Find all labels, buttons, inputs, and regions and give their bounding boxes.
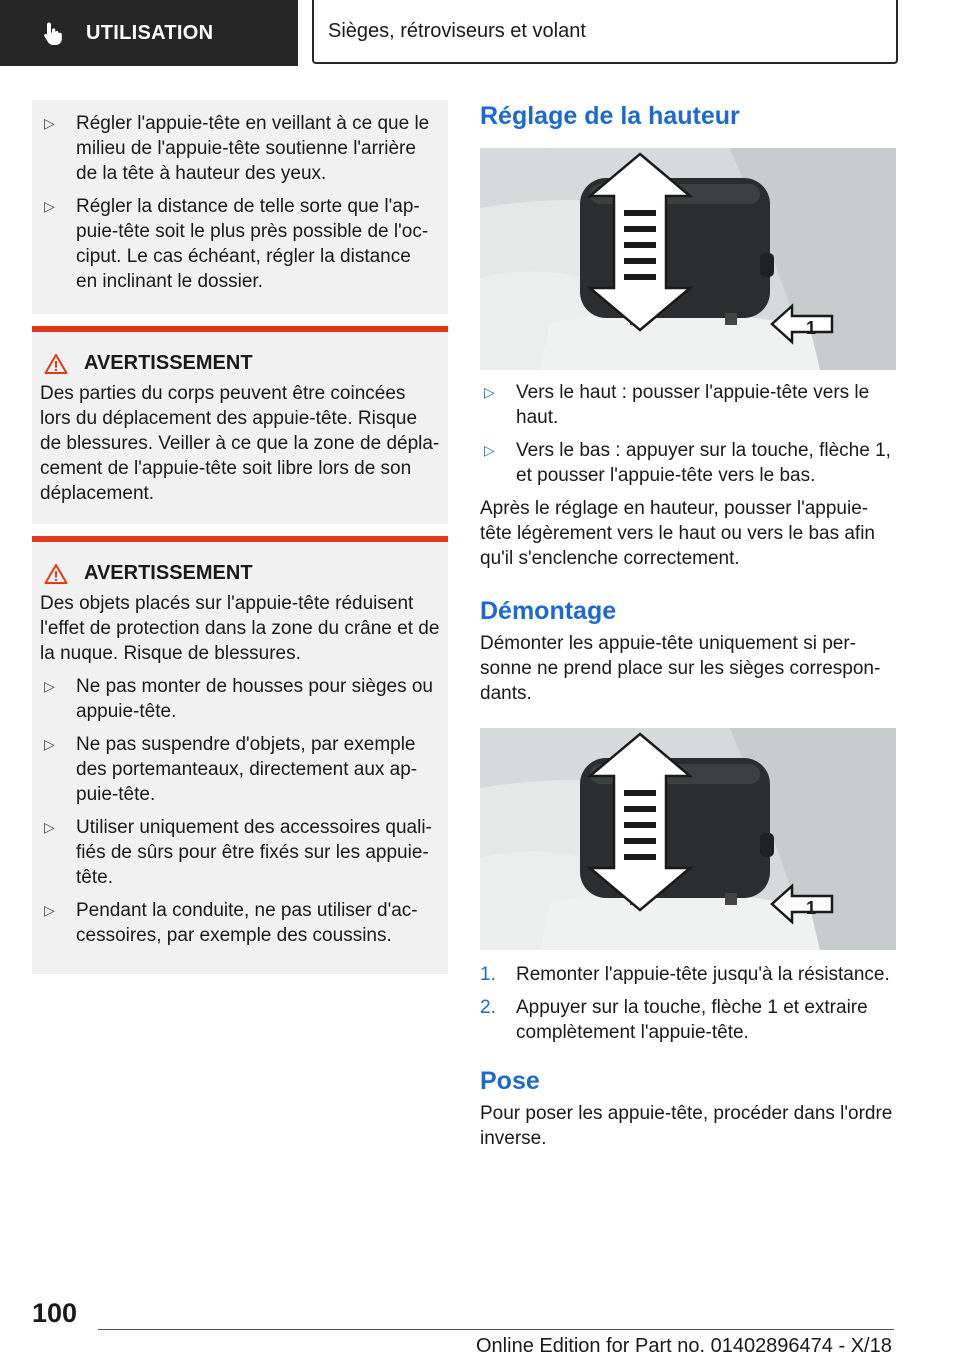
list-item: 2. Appuyer sur la touche, flèche 1 et extraire complètement l'appuie-tête. [480,997,868,1043]
chapter-header [312,0,898,64]
list-item: ▷ Vers le bas : appuyer sur la touche, flèche 1, et pousser l'appuie-tête vers le bas. [484,440,891,486]
list-item: ▷ Vers le haut : pousser l'appuie-tête vers le haut. [484,382,870,428]
triangle-bullet-icon: ▷ [44,736,55,752]
triangle-bullet-icon: ▷ [484,384,495,400]
right-column [480,100,896,1151]
list-item: ▷ Régler l'appuie-tête en veillant à ce que le milieu de l'appuie-tête soutienne l'arrière de la tête à hauteur des yeux. [44,113,430,184]
left-column [32,100,448,974]
warning-text: Des objets placés sur l'appuie-tête réduisent l'effet de protection dans la zone du crâne et de la nuque. Risque de blessures. [40,593,440,664]
triangle-bullet-icon: ▷ [44,198,55,214]
figure-callout-label: 1 [806,318,817,338]
warning-box-1 [32,326,448,524]
removal-steps [480,962,896,1045]
removal-text: Démonter les appuie-tête uniquement si per-sonne ne prend place sur les sièges correspon-dants. [480,633,881,704]
hand-pointer-icon [40,20,66,46]
list-item: 1. Remonter l'appuie-tête jusqu'à la résistance. [480,964,890,985]
headrest-removal-figure [480,728,896,950]
section-title-height: Réglage de la hauteur [480,102,740,130]
list-item: ▷ Utiliser uniquement des accessoires quali-fiés de sûrs pour être fixés sur les appuie-tête. [44,817,432,888]
warning-triangle-icon [44,353,68,375]
page-number: 100 [32,1298,78,1328]
height-list [480,380,896,488]
section-tab[interactable] [0,0,298,66]
list-item: ▷ Ne pas suspendre d'objets, par exemple des portemanteaux, directement aux ap-puie-tête. [44,734,418,805]
chapter-title: Sièges, rétroviseurs et volant [328,19,586,42]
headrest-height-figure [480,148,896,370]
triangle-bullet-icon: ▷ [44,678,55,694]
list-item: ▷ Pendant la conduite, ne pas utiliser d'ac-cessoires, par exemple des coussins. [44,900,418,946]
warning-title: AVERTISSEMENT [40,352,440,375]
warning-triangle-icon [44,563,68,585]
section-title-install: Pose [480,1067,540,1095]
section-title-removal: Démontage [480,597,617,625]
figure-callout-label: 1 [806,898,817,918]
warning-list [40,674,440,948]
triangle-bullet-icon: ▷ [44,115,55,131]
triangle-bullet-icon: ▷ [44,819,55,835]
install-text: Pour poser les appuie-tête, procéder dans l'ordre inverse. [480,1103,893,1149]
install-section [480,1065,896,1151]
edition-text: Online Edition for Part no. 01402896474 - X/18 [476,1335,892,1357]
list-item: ▷ Régler la distance de telle sorte que l'ap-puie-tête soit le plus près possible de l'oc-ciput. Le cas échéant, régler la distance en inclinant le dossier. [44,196,429,292]
section-label: UTILISATION [86,21,214,44]
warning-box-2 [32,536,448,974]
triangle-bullet-icon: ▷ [484,442,495,458]
triangle-bullet-icon: ▷ [44,902,55,918]
warning-text: Des parties du corps peuvent être coincées lors du déplacement des appuie-tête. Risque de blessures. Veiller à ce que la zone de dépla-cement de l'appuie-tête soit libre lors de son déplacement. [40,383,440,504]
intro-list [40,111,436,294]
height-note: Après le réglage en hauteur, pousser l'appuie-tête légèrement vers le haut ou vers le bas afin qu'il s'enclenche correctement. [480,498,876,569]
warning-title: AVERTISSEMENT [40,562,440,585]
footer-divider [98,1329,894,1330]
removal-section [480,595,896,706]
intro-box [32,100,448,314]
list-item: ▷ Ne pas monter de housses pour sièges ou appuie-tête. [44,676,433,722]
